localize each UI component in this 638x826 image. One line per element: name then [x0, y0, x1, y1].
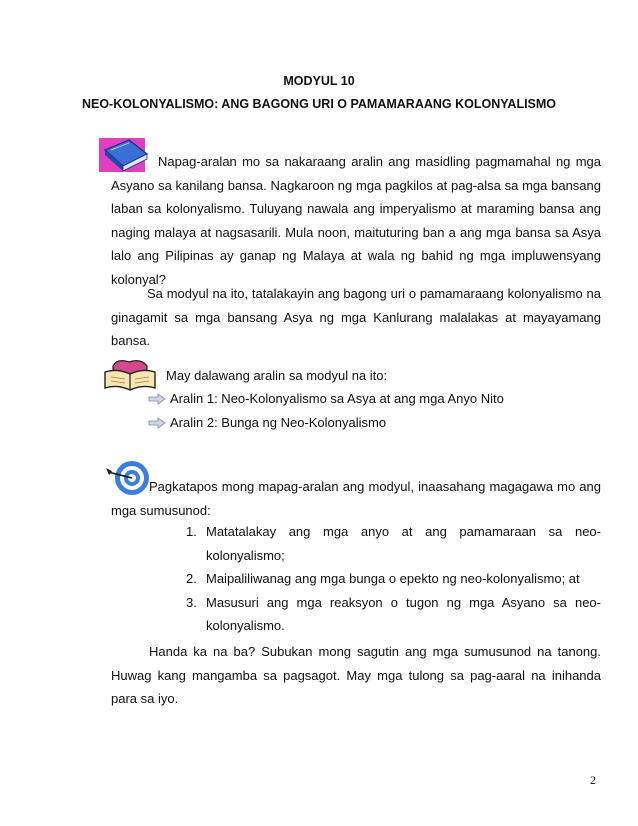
intro-paragraph-2: Sa modyul na ito, tatalakayin ang bagong uri o pamamaraang kolonyalismo na ginagamit sa mga bansang Asya ng mga Kanlurang malalakas at mayayamang bansa.: [111, 286, 601, 348]
lesson-item: [148, 415, 386, 430]
lesson-label: Aralin 1: Neo-Kolonyalismo sa Asya at ang mga Anyo Nito: [170, 391, 504, 406]
page-number: 2: [590, 773, 596, 787]
closing-paragraph: Handa ka na ba? Subukan mong sagutin ang mga sumusunod na tanong. Huwag kang mangamba sa pagsagot. May mga tulong sa pag-aaral na inihanda para sa iyo.: [111, 644, 601, 706]
module-subtitle: NEO-KOLONYALISMO: ANG BAGONG URI O PAMAMARAANG KOLONYALISMO: [81, 97, 557, 111]
objective-text: Matatalakay ang mga anyo at ang pamamaraan sa neo-kolonyalismo;: [206, 524, 601, 563]
lesson-item: [148, 391, 504, 406]
arrow-bullet-icon: [148, 417, 166, 429]
objective-number: 3.: [186, 594, 197, 610]
objective-text: Masusuri ang mga reaksyon o tugon ng mga Asyano sa neo-kolonyalismo.: [206, 594, 601, 633]
list-item: [186, 520, 601, 567]
objectives-list: [186, 520, 601, 638]
objective-number: 1.: [186, 524, 197, 539]
objective-text: Maipaliliwanag ang mga bunga o epekto ng neo-kolonyalismo; at: [206, 571, 580, 586]
objective-number: 2.: [186, 571, 197, 586]
lesson-label: Aralin 2: Bunga ng Neo-Kolonyalismo: [170, 415, 387, 430]
module-title: MODYUL 10: [283, 74, 355, 88]
arrow-bullet-icon: [148, 393, 166, 405]
objectives-intro: Pagkatapos mong mapag-aralan ang modyul, inaasahang magagawa mo ang mga sumusunod:: [111, 479, 601, 518]
list-item: [186, 567, 601, 591]
lessons-intro: May dalawang aralin sa modyul na ito:: [166, 368, 388, 383]
intro-paragraph-1: Napag-aralan mo sa nakaraang aralin ang masidling pagmamahal ng mga Asyano sa kanilang bansa. Nagkaroon ng mga pagkilos at pag-alsa sa mga bansang laban sa kolonyalismo. Tuluyang nawala ang imperyalismo at maraming bansa ang naging malaya at nagsasarili. Mula noon, maituturing ban a ang mga bansa sa Asya lalo ang Pilipinas ay ganap ng Malaya at wala ng bahid ng mga impluwensyang kolonyal?: [111, 154, 601, 287]
list-item: [186, 591, 601, 638]
